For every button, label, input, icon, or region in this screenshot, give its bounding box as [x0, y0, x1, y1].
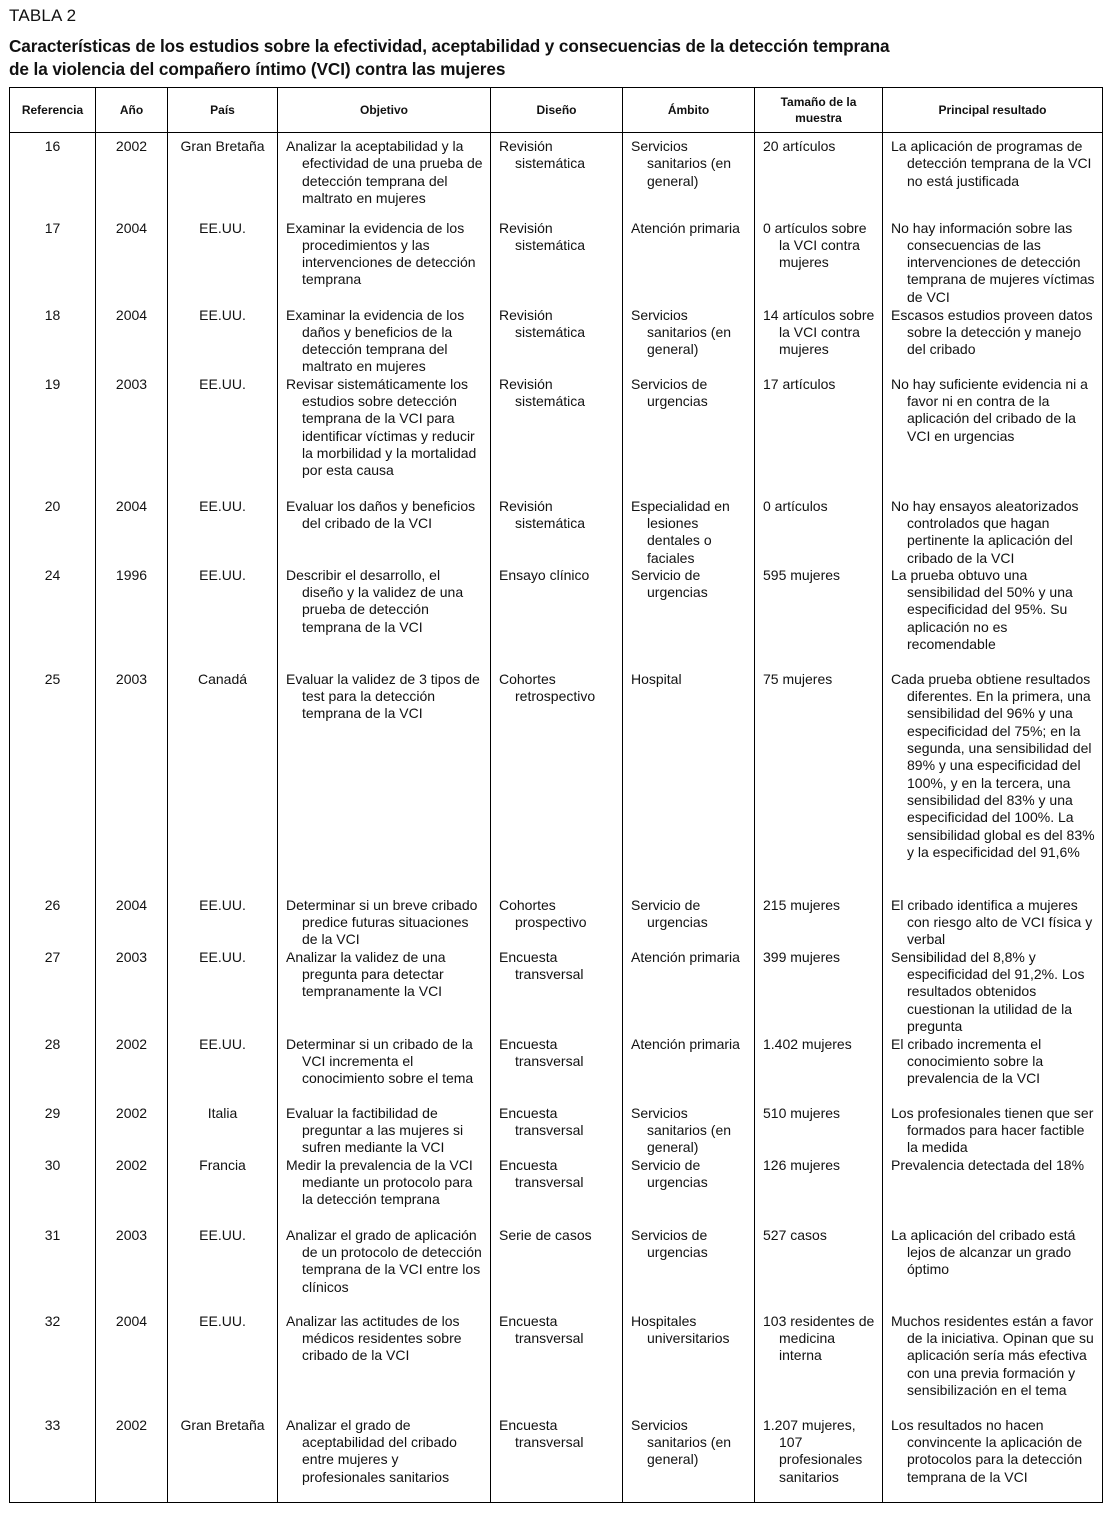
cell-resultado-text: No hay ensayos aleatorizados controlados que hagan pertinente la aplicación del cribado de la VCI	[891, 497, 1079, 566]
cell-pais	[168, 1227, 278, 1313]
cell-objetivo	[278, 1036, 491, 1105]
cell-ambito-text: Servicio de urgencias	[631, 566, 708, 601]
cell-disenio	[491, 671, 623, 897]
cell-ambito	[623, 133, 755, 220]
cell-disenio	[491, 498, 623, 567]
cell-tamanio	[755, 1157, 883, 1227]
cell-resultado-text: Muchos residentes están a favor de la iniciativa. Opinan que su aplicación sería más efectiva con una previa formación y sensibilización en el tema	[891, 1312, 1094, 1399]
cell-ambito	[623, 1157, 755, 1227]
cell-pais-text: Gran Bretaña	[180, 138, 265, 154]
cell-resultado	[883, 1105, 1103, 1157]
cell-disenio-text: Revisión sistemática	[499, 138, 586, 172]
cell-anio-text: 2004	[115, 306, 148, 323]
cell-disenio	[491, 1313, 623, 1417]
cell-resultado-text: Escasos estudios proveen datos sobre la detección y manejo del cribado	[891, 306, 1093, 358]
cell-tamanio-text: 0 artículos sobre la VCI contra mujeres	[763, 219, 867, 271]
cell-referencia	[10, 1417, 96, 1503]
table-row	[10, 1313, 1103, 1417]
cell-pais-text: EE.UU.	[199, 948, 246, 965]
cell-ambito	[623, 220, 755, 307]
cell-objetivo-text: Analizar el grado de aplicación de un protocolo de detección temprana de la VCI entre los clínicos	[286, 1226, 482, 1295]
cell-pais-text: EE.UU.	[199, 375, 246, 392]
cell-disenio-text: Encuesta transversal	[499, 1156, 584, 1191]
cell-anio-text: 2003	[115, 1226, 148, 1243]
cell-disenio-text: Encuesta transversal	[499, 1104, 584, 1139]
table-row	[10, 567, 1103, 671]
cell-tamanio-text: 20 artículos	[763, 138, 836, 154]
cell-resultado	[883, 1036, 1103, 1105]
cell-ambito-text: Atención primaria	[631, 219, 740, 236]
header-tamanio	[755, 88, 883, 133]
cell-ambito	[623, 671, 755, 897]
header-tamanio-line-1: Tamaño de la	[780, 95, 857, 109]
cell-ambito-text: Servicios de urgencias	[631, 1226, 708, 1261]
cell-anio-text: 2004	[115, 896, 148, 913]
cell-ambito-text: Especialidad en lesiones dentales o faciales	[631, 497, 730, 566]
cell-tamanio-text: 0 artículos	[763, 497, 828, 514]
cell-pais-text: Italia	[207, 1104, 238, 1121]
cell-tamanio	[755, 897, 883, 949]
cell-anio	[96, 220, 168, 307]
cell-referencia-text: 26	[44, 896, 61, 913]
cell-resultado-text: Los profesionales tienen que ser formados para hacer factible la medida	[891, 1104, 1094, 1156]
table-row	[10, 1227, 1103, 1313]
cell-tamanio	[755, 1036, 883, 1105]
cell-objetivo-text: Evaluar la factibilidad de preguntar a las mujeres si sufren mediante la VCI	[286, 1104, 464, 1156]
cell-pais-text: EE.UU.	[199, 566, 246, 583]
cell-referencia-text: 28	[44, 1035, 61, 1052]
cell-pais-text: EE.UU.	[199, 497, 246, 514]
cell-referencia	[10, 897, 96, 949]
table-row	[10, 1157, 1103, 1227]
cell-resultado-text: Sensibilidad del 8,8% y especificidad del 91,2%. Los resultados obtenidos cuestionan la utilidad de la pregunta	[891, 948, 1085, 1035]
cell-ambito-text: Servicios sanitarios (en general)	[631, 138, 732, 189]
cell-ambito	[623, 1417, 755, 1503]
cell-resultado	[883, 1313, 1103, 1417]
cell-anio-text: 1996	[115, 566, 148, 583]
cell-disenio	[491, 1417, 623, 1503]
cell-resultado	[883, 133, 1103, 220]
cell-anio-text: 2003	[115, 375, 148, 392]
cell-tamanio-text: 510 mujeres	[763, 1104, 841, 1121]
cell-anio-text: 2003	[115, 948, 148, 965]
cell-resultado	[883, 949, 1103, 1036]
cell-tamanio	[755, 1417, 883, 1503]
cell-objetivo-text: Determinar si un cribado de la VCI incrementa el conocimiento sobre el tema	[286, 1035, 474, 1087]
cell-pais-text: EE.UU.	[199, 219, 246, 236]
cell-referencia-text: 17	[44, 219, 61, 236]
cell-referencia	[10, 671, 96, 897]
cell-objetivo-text: Evaluar la validez de 3 tipos de test para la detección temprana de la VCI	[286, 670, 480, 722]
cell-ambito	[623, 949, 755, 1036]
cell-ambito	[623, 1227, 755, 1313]
cell-anio-text: 2003	[115, 670, 148, 687]
cell-ambito-text: Servicio de urgencias	[631, 1156, 708, 1191]
cell-referencia-text: 30	[44, 1156, 61, 1173]
cell-disenio-text: Encuesta transversal	[499, 1416, 584, 1451]
cell-tamanio-text: 399 mujeres	[763, 948, 841, 965]
cell-disenio-text: Cohortes prospectivo	[499, 896, 587, 931]
header-referencia: Referencia	[10, 88, 96, 133]
cell-objetivo	[278, 1105, 491, 1157]
table-row	[10, 220, 1103, 307]
cell-anio	[96, 671, 168, 897]
header-disenio: Diseño	[491, 88, 623, 133]
cell-pais	[168, 498, 278, 567]
cell-resultado	[883, 897, 1103, 949]
cell-resultado-text: El cribado incrementa el conocimiento sobre la prevalencia de la VCI	[891, 1035, 1044, 1087]
cell-ambito-text: Hospital	[631, 670, 682, 687]
cell-tamanio-text: 17 artículos	[763, 375, 836, 392]
cell-ambito	[623, 1105, 755, 1157]
cell-referencia-text: 18	[44, 306, 61, 323]
cell-objetivo-text: Analizar la aceptabilidad y la efectividad de una prueba de detección temprana del maltrato en mujeres	[286, 138, 483, 206]
header-objetivo: Objetivo	[278, 88, 491, 133]
cell-disenio	[491, 567, 623, 671]
cell-anio-text: 2002	[115, 1156, 148, 1173]
cell-resultado	[883, 376, 1103, 498]
cell-objetivo	[278, 1157, 491, 1227]
cell-ambito-text: Servicios de urgencias	[631, 375, 708, 409]
cell-anio-text: 2002	[115, 1104, 148, 1121]
cell-disenio	[491, 307, 623, 376]
cell-tamanio	[755, 671, 883, 897]
header-tamanio-line-2: muestra	[795, 111, 842, 125]
cell-tamanio	[755, 133, 883, 220]
cell-ambito-text: Servicios sanitarios (en general)	[631, 1416, 732, 1468]
cell-referencia-text: 19	[44, 375, 61, 392]
cell-disenio	[491, 376, 623, 498]
cell-ambito-text: Atención primaria	[631, 948, 740, 965]
cell-pais	[168, 1417, 278, 1503]
cell-tamanio-text: 103 residentes de medicina interna	[763, 1312, 875, 1364]
cell-referencia	[10, 1036, 96, 1105]
table-row	[10, 1417, 1103, 1503]
cell-anio	[96, 1227, 168, 1313]
caption-line-1: Características de los estudios sobre la efectividad, aceptabilidad y consecuencias de la detección temprana	[9, 36, 890, 56]
cell-pais	[168, 307, 278, 376]
cell-referencia	[10, 498, 96, 567]
cell-resultado-text: La aplicación de programas de detección temprana de la VCI no está justificada	[891, 138, 1092, 189]
cell-referencia-text: 29	[44, 1104, 61, 1121]
table-row	[10, 949, 1103, 1036]
cell-anio	[96, 949, 168, 1036]
cell-referencia-text: 20	[44, 497, 61, 514]
cell-disenio	[491, 1157, 623, 1227]
cell-tamanio	[755, 567, 883, 671]
cell-disenio	[491, 949, 623, 1036]
cell-objetivo-text: Medir la prevalencia de la VCI mediante un protocolo para la detección temprana	[286, 1156, 473, 1208]
cell-pais	[168, 1036, 278, 1105]
cell-disenio-text: Serie de casos	[499, 1226, 592, 1243]
cell-pais	[168, 133, 278, 220]
cell-referencia-text: 33	[44, 1416, 61, 1433]
cell-referencia-text: 24	[44, 566, 61, 583]
cell-objetivo-text: Analizar la validez de una pregunta para detectar tempranamente la VCI	[286, 948, 446, 1000]
cell-pais-text: EE.UU.	[199, 1226, 246, 1243]
cell-resultado-text: No hay información sobre las consecuencias de las intervenciones de detección temprana de mujeres víctimas de VCI	[891, 219, 1095, 305]
cell-resultado	[883, 567, 1103, 671]
cell-tamanio-text: 1.207 mujeres, 107 profesionales sanitarios	[763, 1416, 863, 1485]
cell-ambito	[623, 1036, 755, 1105]
cell-disenio	[491, 1227, 623, 1313]
cell-anio	[96, 897, 168, 949]
cell-objetivo-text: Evaluar los daños y beneficios del cribado de la VCI	[286, 497, 476, 531]
cell-tamanio-text: 75 mujeres	[763, 670, 833, 687]
cell-anio	[96, 1157, 168, 1227]
cell-objetivo	[278, 949, 491, 1036]
cell-tamanio-text: 126 mujeres	[763, 1156, 841, 1173]
table-caption	[9, 35, 1102, 81]
cell-referencia	[10, 220, 96, 307]
cell-ambito-text: Servicios sanitarios (en general)	[631, 306, 732, 358]
cell-resultado-text: La aplicación del cribado está lejos de alcanzar un grado óptimo	[891, 1226, 1076, 1278]
cell-objetivo-text: Analizar las actitudes de los médicos residentes sobre cribado de la VCI	[286, 1312, 462, 1364]
cell-tamanio-text: 215 mujeres	[763, 896, 841, 913]
cell-referencia	[10, 1313, 96, 1417]
cell-referencia	[10, 307, 96, 376]
cell-tamanio	[755, 1227, 883, 1313]
table-row	[10, 897, 1103, 949]
cell-ambito	[623, 307, 755, 376]
cell-tamanio	[755, 1105, 883, 1157]
header-row	[10, 88, 1103, 133]
cell-objetivo	[278, 498, 491, 567]
cell-disenio	[491, 133, 623, 220]
cell-ambito-text: Servicio de urgencias	[631, 896, 708, 931]
cell-resultado	[883, 1227, 1103, 1313]
cell-resultado	[883, 1157, 1103, 1227]
cell-referencia-text: 16	[44, 138, 61, 154]
cell-referencia-text: 27	[44, 948, 61, 965]
cell-tamanio	[755, 949, 883, 1036]
header-ambito: Ámbito	[623, 88, 755, 133]
cell-pais-text: EE.UU.	[199, 1035, 246, 1052]
cell-tamanio	[755, 376, 883, 498]
cell-objetivo	[278, 1227, 491, 1313]
cell-objetivo-text: Examinar la evidencia de los daños y beneficios de la detección temprana del maltrato en mujeres	[286, 306, 465, 375]
cell-objetivo	[278, 220, 491, 307]
cell-objetivo	[278, 1313, 491, 1417]
cell-ambito-text: Hospitales universitarios	[631, 1312, 730, 1347]
cell-tamanio-text: 14 artículos sobre la VCI contra mujeres	[763, 306, 875, 358]
table-row	[10, 1036, 1103, 1105]
cell-disenio-text: Cohortes retrospectivo	[499, 670, 596, 705]
cell-objetivo	[278, 567, 491, 671]
cell-pais-text: Gran Bretaña	[180, 1416, 265, 1433]
cell-resultado-text: Cada prueba obtiene resultados diferentes. En la primera, una sensibilidad del 96% y una especificidad del 75%; en la segunda, una sensibilidad del 89% y una especificidad del 100%, y en la tercera, una sensibilidad del 83% y una especificidad del 100%. La sensibilidad global es del 83% y la especificidad del 91,6%	[891, 670, 1095, 860]
cell-pais	[168, 567, 278, 671]
cell-referencia	[10, 1227, 96, 1313]
cell-disenio-text: Revisión sistemática	[499, 306, 586, 340]
cell-anio-text: 2002	[115, 1035, 148, 1052]
cell-referencia	[10, 567, 96, 671]
table-body	[10, 133, 1103, 1503]
cell-anio	[96, 1313, 168, 1417]
cell-objetivo	[278, 133, 491, 220]
cell-pais-text: EE.UU.	[199, 306, 246, 323]
table-row	[10, 307, 1103, 376]
cell-ambito	[623, 897, 755, 949]
cell-resultado	[883, 307, 1103, 376]
cell-objetivo-text: Revisar sistemáticamente los estudios sobre detección temprana de la VCI para identificar víctimas y reducir la morbilidad y la mortalidad por esta causa	[286, 375, 477, 479]
cell-objetivo	[278, 897, 491, 949]
cell-pais	[168, 949, 278, 1036]
cell-objetivo-text: Examinar la evidencia de los procedimientos y las intervenciones de detección temprana	[286, 219, 476, 288]
table-row	[10, 376, 1103, 498]
cell-tamanio	[755, 307, 883, 376]
cell-ambito	[623, 567, 755, 671]
cell-referencia-text: 25	[44, 670, 61, 687]
cell-anio	[96, 567, 168, 671]
cell-disenio	[491, 220, 623, 307]
cell-objetivo-text: Describir el desarrollo, el diseño y la validez de una prueba de detección temprana de la VCI	[286, 566, 464, 635]
cell-disenio-text: Revisión sistemática	[499, 219, 586, 253]
cell-resultado-text: Los resultados no hacen convincente la aplicación de protocolos para la detección temprana de la VCI	[891, 1416, 1083, 1485]
cell-anio-text: 2002	[115, 138, 148, 154]
cell-disenio-text: Encuesta transversal	[499, 948, 584, 983]
cell-resultado-text: No hay suficiente evidencia ni a favor ni en contra de la aplicación del cribado de la VCI en urgencias	[891, 375, 1088, 444]
table-row	[10, 1105, 1103, 1157]
cell-objetivo-text: Analizar el grado de aceptabilidad del cribado entre mujeres y profesionales sanitarios	[286, 1416, 457, 1485]
cell-objetivo	[278, 1417, 491, 1503]
caption-line-2: de la violencia del compañero íntimo (VCI) contra las mujeres	[9, 59, 506, 79]
cell-referencia	[10, 1157, 96, 1227]
header-anio: Año	[96, 88, 168, 133]
cell-resultado	[883, 1417, 1103, 1503]
cell-resultado-text: Prevalencia detectada del 18%	[891, 1156, 1085, 1173]
cell-referencia	[10, 376, 96, 498]
cell-objetivo	[278, 307, 491, 376]
cell-pais	[168, 220, 278, 307]
cell-pais-text: EE.UU.	[199, 896, 246, 913]
cell-pais	[168, 1105, 278, 1157]
cell-pais-text: EE.UU.	[199, 1312, 246, 1329]
cell-resultado-text: La prueba obtuvo una sensibilidad del 50% y una especificidad del 95%. Su aplicación no es recomendable	[891, 566, 1073, 653]
cell-pais-text: Canadá	[197, 670, 248, 687]
cell-tamanio	[755, 220, 883, 307]
cell-ambito-text: Atención primaria	[631, 1035, 740, 1052]
cell-disenio	[491, 897, 623, 949]
table-row	[10, 498, 1103, 567]
table-row	[10, 133, 1103, 220]
cell-disenio-text: Encuesta transversal	[499, 1312, 584, 1347]
cell-anio	[96, 376, 168, 498]
cell-pais-text: Francia	[199, 1156, 246, 1173]
cell-resultado-text: El cribado identifica a mujeres con riesgo alto de VCI física y verbal	[891, 896, 1093, 948]
cell-objetivo	[278, 671, 491, 897]
cell-tamanio-text: 1.402 mujeres	[763, 1035, 852, 1052]
cell-pais	[168, 1313, 278, 1417]
cell-anio-text: 2004	[115, 1312, 148, 1329]
cell-pais	[168, 1157, 278, 1227]
cell-pais	[168, 376, 278, 498]
cell-referencia	[10, 949, 96, 1036]
cell-objetivo-text: Determinar si un breve cribado predice futuras situaciones de la VCI	[286, 896, 478, 948]
cell-disenio	[491, 1036, 623, 1105]
studies-table	[9, 87, 1103, 1503]
header-pais: País	[168, 88, 278, 133]
cell-anio-text: 2002	[115, 1416, 148, 1433]
cell-anio	[96, 498, 168, 567]
cell-pais	[168, 897, 278, 949]
cell-anio	[96, 1036, 168, 1105]
cell-anio	[96, 1417, 168, 1503]
cell-referencia-text: 31	[44, 1226, 61, 1243]
cell-anio-text: 2004	[115, 497, 148, 514]
cell-tamanio	[755, 1313, 883, 1417]
cell-disenio-text: Encuesta transversal	[499, 1035, 584, 1070]
header-resultado: Principal resultado	[883, 88, 1103, 133]
cell-ambito	[623, 376, 755, 498]
table-row	[10, 671, 1103, 897]
cell-tamanio	[755, 498, 883, 567]
cell-ambito	[623, 498, 755, 567]
cell-referencia-text: 32	[44, 1312, 61, 1329]
cell-referencia	[10, 133, 96, 220]
table-label: TABLA 2	[9, 6, 77, 25]
cell-ambito-text: Servicios sanitarios (en general)	[631, 1104, 732, 1156]
cell-pais	[168, 671, 278, 897]
cell-anio	[96, 307, 168, 376]
cell-resultado	[883, 671, 1103, 897]
cell-resultado	[883, 498, 1103, 567]
cell-resultado	[883, 220, 1103, 307]
cell-tamanio-text: 595 mujeres	[763, 566, 841, 583]
cell-disenio	[491, 1105, 623, 1157]
cell-objetivo	[278, 376, 491, 498]
cell-disenio-text: Ensayo clínico	[499, 566, 590, 583]
cell-anio	[96, 133, 168, 220]
cell-anio	[96, 1105, 168, 1157]
cell-disenio-text: Revisión sistemática	[499, 497, 586, 531]
cell-referencia	[10, 1105, 96, 1157]
cell-disenio-text: Revisión sistemática	[499, 375, 586, 409]
cell-anio-text: 2004	[115, 219, 148, 236]
cell-ambito	[623, 1313, 755, 1417]
cell-tamanio-text: 527 casos	[763, 1226, 827, 1243]
